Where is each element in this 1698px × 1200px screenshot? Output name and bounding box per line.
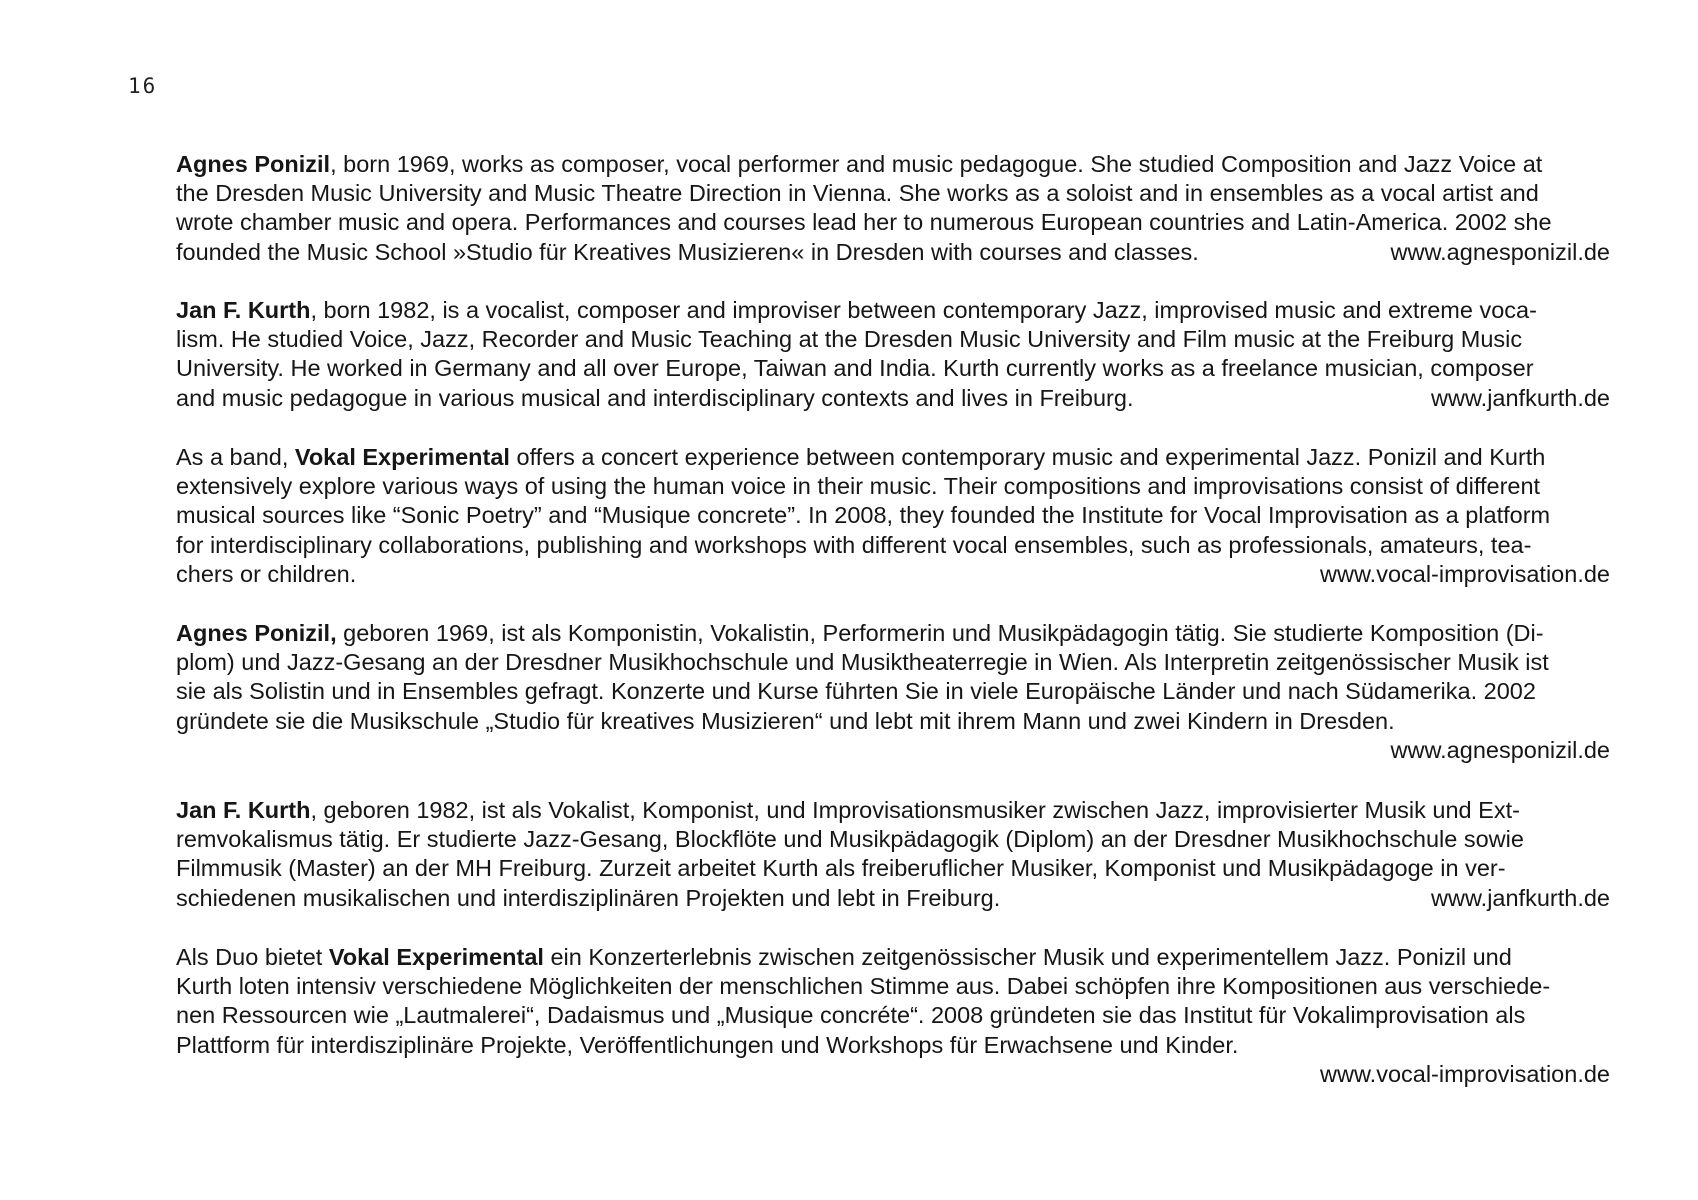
text-line: gründete sie die Musikschule „Studio für kreatives Musizieren“ und lebt mit ihrem Mann und zwei Kindern in Dresden. — [176, 707, 1395, 734]
band-name-bold: Vokal Experimental — [294, 444, 510, 470]
name-bold: Jan F. Kurth — [176, 797, 311, 823]
text-line: extensively explore various ways of using the human voice in their music. Their compositions and improvisations consist of different — [176, 473, 1541, 500]
name-bold: Jan F. Kurth — [176, 297, 311, 323]
text-line: Jan F. Kurth, born 1982, is a vocalist, composer and improviser between contemporary Jazz, improvised music and extreme voca- — [176, 297, 1537, 323]
website-url: www.vocal-improvisation.de — [1320, 560, 1610, 587]
text-line: As a band, Vokal Experimental offers a concert experience between contemporary music and experimental Jazz. Ponizil and Kurth — [176, 444, 1546, 470]
page-number: 16 — [128, 74, 158, 98]
text-line — [176, 736, 1610, 765]
website-url: www.agnesponizil.de — [1390, 736, 1610, 763]
website-url: www.janfkurth.de — [1431, 884, 1610, 911]
text-line: and music pedagogue in various musical and interdisciplinary contexts and lives in Freiburg. www.janfkurth.de — [176, 384, 1610, 413]
text-line: lism. He studied Voice, Jazz, Recorder and Music Teaching at the Dresden Music University and Film music at the Freiburg Music — [176, 326, 1523, 353]
text-line: University. He worked in Germany and all over Europe, Taiwan and India. Kurth currently works as a freelance musician, composer — [176, 355, 1534, 382]
text-line: for interdisciplinary collaborations, publishing and workshops with different vocal ensembles, such as professionals, amateurs, tea- — [176, 531, 1532, 558]
text-line: musical sources like “Sonic Poetry” and “Musique concrete”. In 2008, they founded the Institute for Vocal Improvisation as a platform — [176, 502, 1551, 529]
text-line — [176, 1060, 1610, 1089]
text-line: Agnes Ponizil, geboren 1969, ist als Komponistin, Vokalistin, Performerin und Musikpädagogin tätig. Sie studierte Komposition (Di- — [176, 620, 1544, 646]
text-line: wrote chamber music and opera. Performances and courses lead her to numerous European countries and Latin-America. 2002 she — [176, 209, 1552, 236]
bio-paragraph-kurth-de — [176, 796, 1610, 913]
text-line: nen Ressourcen wie „Lautmalerei“, Dadaismus und „Musique concréte“. 2008 gründeten sie das Institut für Vokalimprovisation als — [176, 1002, 1526, 1029]
website-url: www.agnesponizil.de — [1390, 238, 1610, 265]
text-line: remvokalismus tätig. Er studierte Jazz-Gesang, Blockflöte und Musikpädagogik (Diplom) an der Dresdner Musikhochschule sowie — [176, 826, 1524, 853]
text-line: plom) und Jazz-Gesang an der Dresdner Musikhochschule und Musiktheaterregie in Wien. Als Interpretin zeitgenössischer Musik ist — [176, 649, 1549, 676]
text-line: Jan F. Kurth, geboren 1982, ist als Vokalist, Komponist, und Improvisationsmusiker zwischen Jazz, improvisierter Musik und Ext- — [176, 797, 1520, 823]
text-line: founded the Music School »Studio für Kreatives Musizieren« in Dresden with courses and classes. www.agnesponizil.de — [176, 238, 1610, 267]
bio-paragraph-ponizil-en — [176, 150, 1610, 267]
text-line: Filmmusik (Master) an der MH Freiburg. Zurzeit arbeitet Kurth als freiberuflicher Musiker, Komponist und Musikpädagoge in ver- — [176, 855, 1506, 882]
text-line: the Dresden Music University and Music Theatre Direction in Vienna. She works as a soloist and in ensembles as a vocal artist and — [176, 180, 1539, 207]
text-line: Agnes Ponizil, born 1969, works as composer, vocal performer and music pedagogue. She studied Composition and Jazz Voice at — [176, 151, 1543, 177]
band-paragraph-en — [176, 443, 1610, 589]
name-bold: Agnes Ponizil, — [176, 620, 337, 646]
bio-paragraph-kurth-en — [176, 296, 1610, 413]
website-url: www.janfkurth.de — [1431, 384, 1610, 411]
name-bold: Agnes Ponizil — [176, 151, 331, 177]
text-line: Als Duo bietet Vokal Experimental ein Konzerterlebnis zwischen zeitgenössischer Musik und experimentellem Jazz. Ponizil und — [176, 944, 1512, 970]
bio-paragraph-ponizil-de — [176, 619, 1610, 765]
text-line: schiedenen musikalischen und interdisziplinären Projekten und lebt in Freiburg. www.janfkurth.de — [176, 884, 1610, 913]
text-line: Plattform für interdisziplinäre Projekte, Veröffentlichungen und Workshops für Erwachsene und Kinder. — [176, 1031, 1239, 1058]
website-url: www.vocal-improvisation.de — [1320, 1060, 1610, 1087]
text-line: Kurth loten intensiv verschiedene Möglichkeiten der menschlichen Stimme aus. Dabei schöpfen ihre Kompositionen aus verschiede- — [176, 973, 1551, 1000]
band-name-bold: Vokal Experimental — [328, 944, 544, 970]
text-line: sie als Solistin und in Ensembles gefragt. Konzerte und Kurse führten Sie in viele Europäische Länder und nach Südamerika. 2002 — [176, 678, 1536, 705]
band-paragraph-de — [176, 943, 1610, 1089]
text-line: chers or children. www.vocal-improvisation.de — [176, 560, 1610, 589]
